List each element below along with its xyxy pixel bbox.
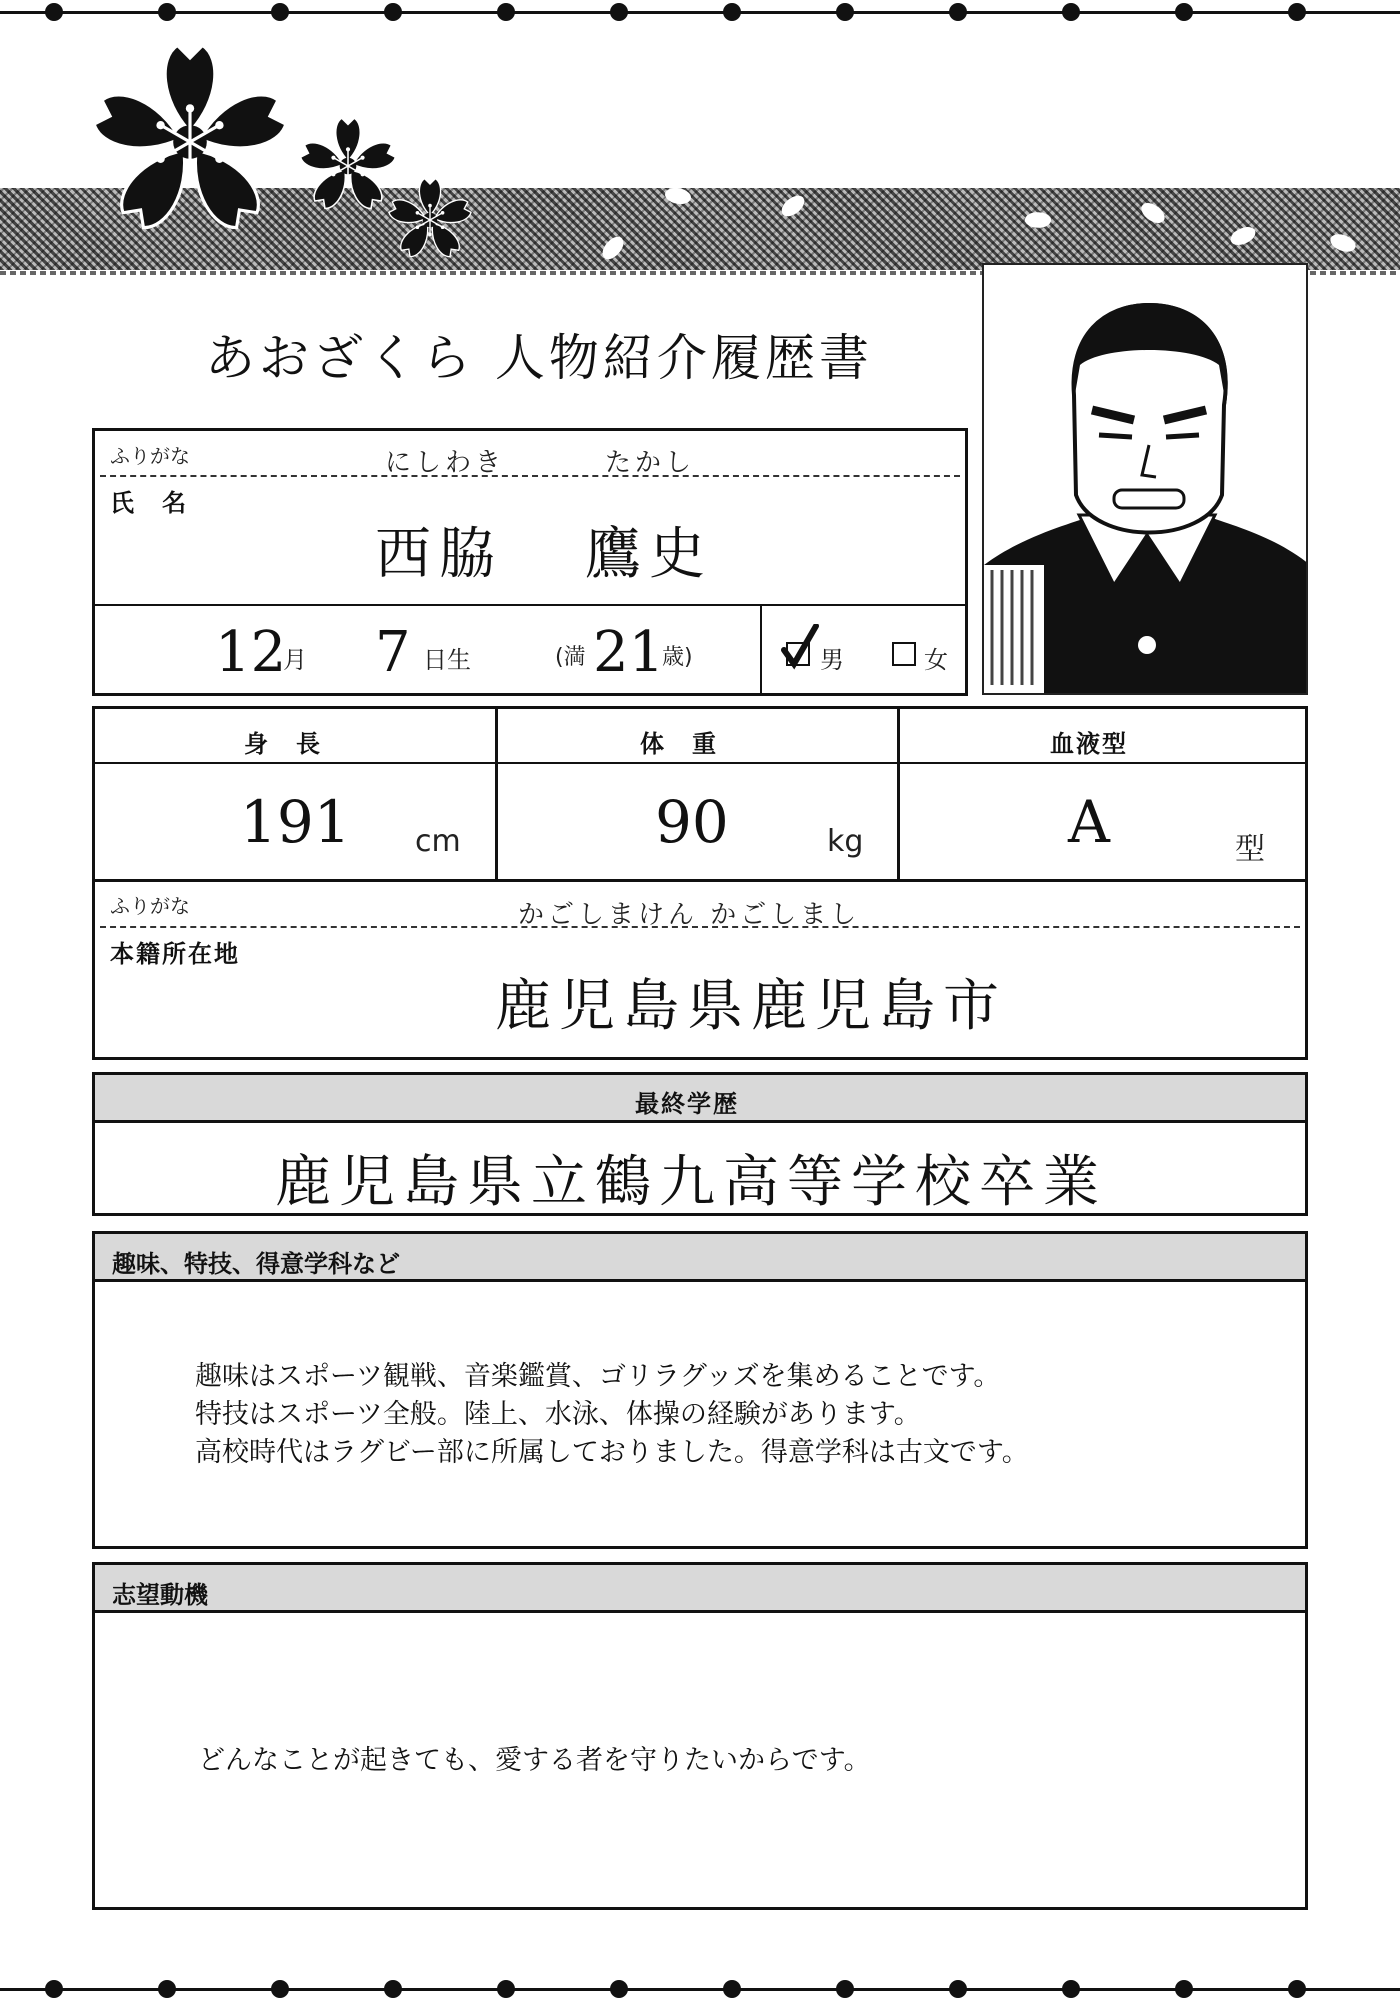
sakura-flower-icon (80, 30, 500, 270)
weight-value: 90 (655, 788, 729, 856)
given-name: 鷹史 (585, 522, 713, 587)
education-label: 最終学歴 (635, 1090, 739, 1118)
top-rail-border (0, 0, 1400, 24)
blood-value: A (1068, 788, 1110, 856)
rail-dot (271, 1980, 289, 1998)
divider (92, 879, 1308, 882)
rail-dot (610, 1980, 628, 1998)
rail-dot (1175, 3, 1193, 21)
furigana-label: ふりがな (110, 444, 190, 468)
gender-female-label: 女 (924, 646, 948, 674)
hobbies-line: 高校時代はラグビー部に所属しておりました。得意学科は古文です。 (195, 1437, 1029, 1468)
age-open: (満 (555, 645, 586, 670)
portrait-photo (982, 263, 1308, 695)
height-value: 191 (240, 788, 351, 856)
hobbies-label: 趣味、特技、得意学科など (112, 1250, 400, 1278)
birth-month-unit: 月 (283, 646, 307, 674)
age-close: 歳) (662, 645, 693, 670)
rail-dot (158, 1980, 176, 1998)
motivation-label: 志望動機 (112, 1581, 208, 1609)
rail-dot (949, 3, 967, 21)
rail-dot (1062, 1980, 1080, 1998)
blood-unit: 型 (1235, 832, 1265, 867)
divider (760, 606, 762, 696)
divider (92, 604, 968, 606)
rail-dot (497, 3, 515, 21)
hometown-label: 本籍所在地 (110, 940, 240, 968)
hometown-furigana: かごしまけん かごしまし (518, 900, 861, 930)
education-value: 鹿児島県立鶴九高等学校卒業 (275, 1150, 1107, 1215)
rail-dot (1288, 3, 1306, 21)
rail-dot (723, 1980, 741, 1998)
furigana-given: たかし (605, 448, 696, 478)
check-mark-icon (780, 624, 820, 670)
divider (92, 762, 1308, 764)
blood-label: 血液型 (1050, 730, 1128, 758)
rail-dot (158, 3, 176, 21)
hometown-furigana-label: ふりがな (110, 894, 190, 918)
rail-dot (1062, 3, 1080, 21)
rail-dot (1288, 1980, 1306, 1998)
female-checkbox[interactable] (892, 642, 916, 666)
motivation-text: どんなことが起きても、愛する者を守りたいからです。 (198, 1745, 871, 1776)
rail-dot (271, 3, 289, 21)
birth-month: 12 (215, 620, 287, 685)
page-title: あおざくら 人物紹介履歴書 (205, 329, 873, 387)
birth-day-unit: 日生 (423, 646, 471, 674)
height-label: 身 長 (244, 730, 322, 758)
bottom-rail-border (0, 1977, 1400, 2001)
family-name: 西脇 (375, 522, 503, 587)
gender-male-label: 男 (820, 646, 844, 674)
height-unit: cm (415, 824, 461, 859)
furigana-family: にしわき (385, 448, 506, 478)
dashed-divider (100, 926, 1300, 928)
rail-dot (723, 3, 741, 21)
motivation-section (92, 1562, 1308, 1910)
rail-dot (45, 3, 63, 21)
hometown-value: 鹿児島県鹿児島市 (495, 974, 1007, 1039)
rail-dot (497, 1980, 515, 1998)
motivation-header (95, 1565, 1305, 1613)
weight-unit: kg (827, 824, 864, 859)
divider (495, 706, 498, 882)
rail-dot (1175, 1980, 1193, 1998)
divider (897, 706, 900, 882)
hobbies-line: 趣味はスポーツ観戦、音楽鑑賞、ゴリラグッズを集めることです。 (195, 1361, 1001, 1392)
hobbies-line: 特技はスポーツ全般。陸上、水泳、体操の経験があります。 (195, 1399, 921, 1430)
rail-dot (384, 1980, 402, 1998)
rail-dot (45, 1980, 63, 1998)
weight-label: 体 重 (640, 730, 718, 758)
birth-day: 7 (375, 620, 411, 685)
age-value: 21 (593, 620, 665, 685)
rail-dot (384, 3, 402, 21)
rail-dot (610, 3, 628, 21)
rail-dot (836, 3, 854, 21)
name-label: 氏 名 (110, 489, 188, 517)
dashed-divider (100, 475, 960, 477)
rail-dot (836, 1980, 854, 1998)
rail-dot (949, 1980, 967, 1998)
